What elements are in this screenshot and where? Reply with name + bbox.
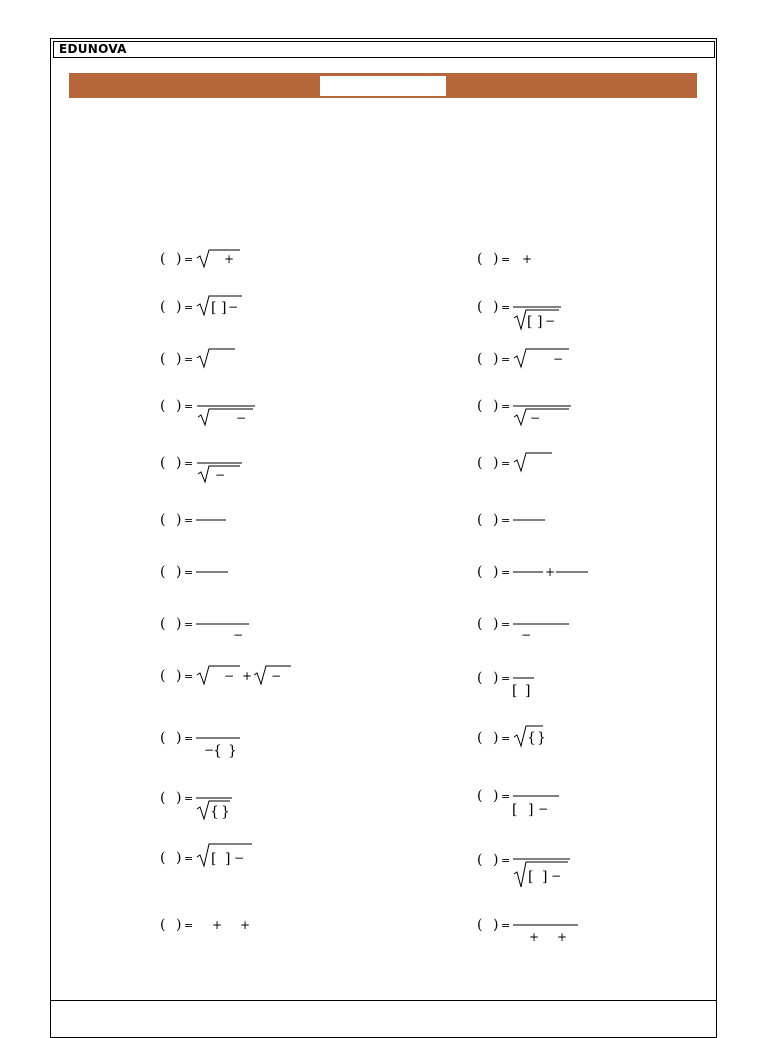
- plus: +: [224, 252, 235, 266]
- equals: =: [184, 566, 194, 579]
- paren-open: (: [477, 616, 483, 632]
- formula-right-10: [477, 725, 577, 753]
- bracket-close: ]: [525, 683, 531, 699]
- paren-close: ): [493, 455, 499, 471]
- bracket-open: [: [528, 869, 534, 885]
- formula-left-11: [160, 787, 260, 827]
- equals: =: [184, 919, 194, 932]
- minus: −: [530, 411, 541, 425]
- paren-open: (: [477, 455, 483, 471]
- paren-open: (: [160, 790, 166, 806]
- radical: [514, 453, 552, 471]
- formula-left-12: [160, 843, 260, 873]
- plus: +: [529, 930, 540, 944]
- paren-close: ): [493, 398, 499, 414]
- brace-close: }: [221, 804, 230, 820]
- paren-open: (: [477, 351, 483, 367]
- minus: −: [228, 300, 239, 314]
- equals: =: [184, 457, 194, 470]
- plus: +: [557, 930, 568, 944]
- paren-close: ): [493, 564, 499, 580]
- radical: [514, 409, 569, 425]
- paren-close: ): [176, 351, 182, 367]
- equals: =: [501, 457, 511, 470]
- minus: −: [271, 669, 282, 683]
- paren-close: ): [176, 299, 182, 315]
- minus: −: [545, 314, 556, 328]
- formula-right-4: [477, 395, 587, 431]
- bracket-open: [: [211, 851, 217, 867]
- minus: −: [224, 669, 235, 683]
- formula-left-7: [160, 561, 260, 587]
- equals: =: [184, 400, 194, 413]
- paren-open: (: [477, 299, 483, 315]
- paren-open: (: [160, 564, 166, 580]
- plus: +: [545, 565, 556, 579]
- paren-open: (: [477, 730, 483, 746]
- paren-close: ): [176, 251, 182, 267]
- paren-open: (: [477, 251, 483, 267]
- equals: =: [501, 732, 511, 745]
- paren-close: ): [493, 351, 499, 367]
- brace-close: }: [537, 730, 546, 746]
- bracket-close: ]: [528, 802, 534, 818]
- minus: −: [551, 869, 562, 883]
- paren-close: ): [493, 616, 499, 632]
- formula-left-13: [160, 914, 260, 940]
- paren-close: ): [176, 616, 182, 632]
- formula-right-2: [477, 296, 587, 336]
- minus: −: [538, 802, 549, 816]
- equals: =: [501, 353, 511, 366]
- equals: =: [184, 670, 194, 683]
- equals: =: [501, 672, 511, 685]
- plus: +: [212, 918, 223, 932]
- paren-open: (: [477, 917, 483, 933]
- bracket-open: [: [527, 314, 533, 330]
- header-box: [53, 41, 715, 58]
- paren-open: (: [477, 512, 483, 528]
- formula-left-9: [160, 665, 300, 691]
- paren-close: ): [176, 790, 182, 806]
- equals: =: [184, 852, 194, 865]
- formula-left-3: [160, 348, 260, 374]
- minus: −: [236, 411, 247, 425]
- bracket-open: [: [512, 802, 518, 818]
- paren-open: (: [160, 616, 166, 632]
- paren-open: (: [160, 398, 166, 414]
- paren-close: ): [176, 917, 182, 933]
- equals: =: [501, 514, 511, 527]
- paren-close: ): [493, 788, 499, 804]
- page-border: [50, 38, 717, 1038]
- paren-open: (: [160, 299, 166, 315]
- paren-close: ): [493, 917, 499, 933]
- title-slot: [320, 76, 446, 96]
- paren-open: (: [160, 668, 166, 684]
- plus: +: [242, 669, 253, 683]
- formula-right-12: [477, 849, 587, 895]
- equals: =: [184, 792, 194, 805]
- minus: −: [521, 628, 532, 642]
- paren-open: (: [160, 455, 166, 471]
- formula-left-4: [160, 395, 270, 431]
- paren-close: ): [176, 512, 182, 528]
- formula-left-6: [160, 509, 260, 535]
- equals: =: [501, 919, 511, 932]
- formula-left-10: [160, 727, 260, 765]
- paren-close: ): [176, 668, 182, 684]
- bracket-close: ]: [537, 314, 543, 330]
- formula-left-1: [160, 248, 260, 274]
- paren-open: (: [160, 850, 166, 866]
- formula-right-5: [477, 452, 577, 478]
- paren-close: ): [493, 251, 499, 267]
- paren-open: (: [477, 564, 483, 580]
- paren-open: (: [477, 398, 483, 414]
- paren-close: ): [176, 730, 182, 746]
- brand-name: EDUNOVA: [59, 42, 127, 56]
- formula-right-1: [477, 248, 577, 274]
- equals: =: [501, 301, 511, 314]
- paren-close: ): [176, 564, 182, 580]
- paren-close: ): [493, 670, 499, 686]
- equals: =: [501, 854, 511, 867]
- minus: −: [553, 352, 564, 366]
- minus: −: [204, 743, 215, 757]
- brace-open: {: [213, 743, 222, 759]
- bracket-close: ]: [221, 300, 227, 316]
- paren-close: ): [176, 398, 182, 414]
- paren-close: ): [176, 455, 182, 471]
- formula-left-8: [160, 613, 270, 647]
- footer-divider: [50, 1000, 717, 1001]
- minus: −: [215, 468, 226, 482]
- paren-open: (: [160, 512, 166, 528]
- plus: +: [522, 252, 533, 266]
- equals: =: [501, 253, 511, 266]
- bracket-open: [: [211, 300, 217, 316]
- paren-open: (: [160, 351, 166, 367]
- equals: =: [184, 618, 194, 631]
- paren-open: (: [477, 852, 483, 868]
- formula-left-2: [160, 294, 260, 322]
- formula-right-13: [477, 914, 597, 950]
- paren-open: (: [477, 670, 483, 686]
- minus: −: [234, 851, 245, 865]
- bracket-close: ]: [542, 869, 548, 885]
- equals: =: [501, 566, 511, 579]
- paren-close: ): [493, 299, 499, 315]
- paren-open: (: [477, 788, 483, 804]
- minus: −: [233, 628, 244, 642]
- formula-right-3: [477, 348, 587, 374]
- bracket-open: [: [512, 683, 518, 699]
- brace-open: {: [210, 804, 219, 820]
- formula-right-7: [477, 561, 607, 587]
- brace-close: }: [228, 743, 237, 759]
- formula-right-8: [477, 613, 587, 647]
- formula-right-11: [477, 785, 587, 823]
- paren-close: ): [493, 852, 499, 868]
- formula-right-6: [477, 509, 577, 535]
- equals: =: [184, 353, 194, 366]
- paren-close: ): [176, 850, 182, 866]
- formula-left-5: [160, 452, 260, 488]
- equals: =: [501, 618, 511, 631]
- equals: =: [184, 301, 194, 314]
- equals: =: [501, 400, 511, 413]
- paren-open: (: [160, 917, 166, 933]
- equals: =: [184, 253, 194, 266]
- equals: =: [184, 514, 194, 527]
- bracket-close: ]: [225, 851, 231, 867]
- formula-right-9: [477, 667, 577, 707]
- paren-open: (: [160, 730, 166, 746]
- equals: =: [184, 732, 194, 745]
- equals: =: [501, 790, 511, 803]
- paren-close: ): [493, 730, 499, 746]
- paren-open: (: [160, 251, 166, 267]
- brace-open: {: [527, 730, 536, 746]
- paren-close: ): [493, 512, 499, 528]
- plus: +: [240, 918, 251, 932]
- radical: [197, 349, 235, 367]
